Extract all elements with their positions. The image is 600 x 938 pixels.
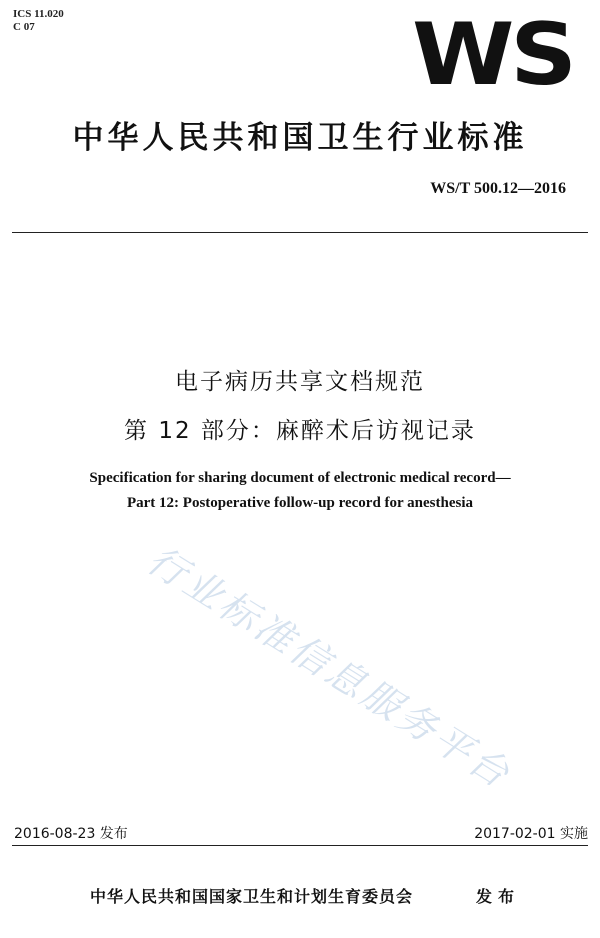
footer-divider <box>12 845 588 846</box>
chinese-title-line-1: 电子病历共享文档规范 <box>175 369 425 395</box>
ws-logo: WS <box>412 5 573 105</box>
implementation-date: 2017-02-01 实施 <box>474 826 588 842</box>
classification-codes <box>13 8 64 34</box>
issuing-authority: 中华人民共和国国家卫生和计划生育委员会 <box>90 887 414 906</box>
chinese-title-line-2: 第 12 部分：麻醉术后访视记录 <box>124 418 476 444</box>
watermark: 行业标准信息服务平台 <box>139 537 520 798</box>
english-title-line-2: Part 12: Postoperative follow-up record for anesthesia <box>126 495 474 511</box>
ccs-code: C 07 <box>13 21 35 33</box>
standard-number: WS/T 500.12—2016 <box>430 180 566 197</box>
publish-label: 发布 <box>476 887 521 906</box>
header-divider <box>12 232 588 233</box>
ics-code: ICS 11.020 <box>13 8 64 20</box>
english-title-line-1: Specification for sharing document of electronic medical record— <box>89 470 511 486</box>
release-date: 2016-08-23 发布 <box>14 826 128 842</box>
standard-category-title: 中华人民共和国卫生行业标准 <box>72 120 528 156</box>
